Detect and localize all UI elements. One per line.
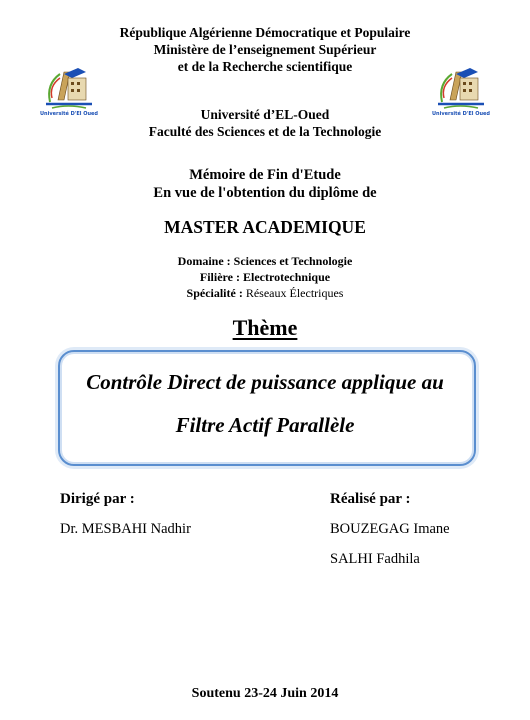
authors-label: Réalisé par :	[330, 491, 411, 507]
header-ministry: Ministère de l’enseignement Supérieur	[153, 42, 377, 57]
author-name-2: SALHI Fadhila	[330, 551, 420, 567]
header-research: et de la Recherche scientifique	[177, 59, 353, 74]
supervisor-name: Dr. MESBAHI Nadhir	[60, 521, 191, 537]
faculty-name: Faculté des Sciences et de la Technologie	[148, 124, 382, 139]
specialite-value: Réseaux Électriques	[245, 286, 344, 300]
theme-heading: Thème	[232, 315, 298, 340]
defense-date: Soutenu 23-24 Juin 2014	[191, 686, 339, 701]
theme-title-line-1: Contrôle Direct de puissance applique au	[86, 370, 444, 394]
specialite-line	[0, 286, 530, 301]
domain-line: Domaine : Sciences et Technologie	[177, 254, 353, 268]
supervisor-label: Dirigé par :	[60, 491, 135, 507]
memoire-subtitle: En vue de l'obtention du diplôme de	[153, 185, 377, 201]
specialite-label: Spécialité :	[186, 286, 243, 300]
header-republic: République Algérienne Démocratique et Populaire	[119, 25, 411, 40]
theme-title-line-2: Filtre Actif Parallèle	[175, 413, 355, 437]
author-name-1: BOUZEGAG Imane	[330, 521, 450, 537]
degree-title: MASTER ACADEMIQUE	[164, 217, 366, 237]
filiere-line: Filière : Electrotechnique	[199, 270, 331, 284]
memoire-title: Mémoire de Fin d'Etude	[189, 167, 341, 183]
logo-caption: Université D'El Oued	[40, 111, 98, 117]
university-name: Université d’EL-Oued	[200, 107, 330, 122]
logo-caption: Université D'El Oued	[432, 111, 490, 117]
